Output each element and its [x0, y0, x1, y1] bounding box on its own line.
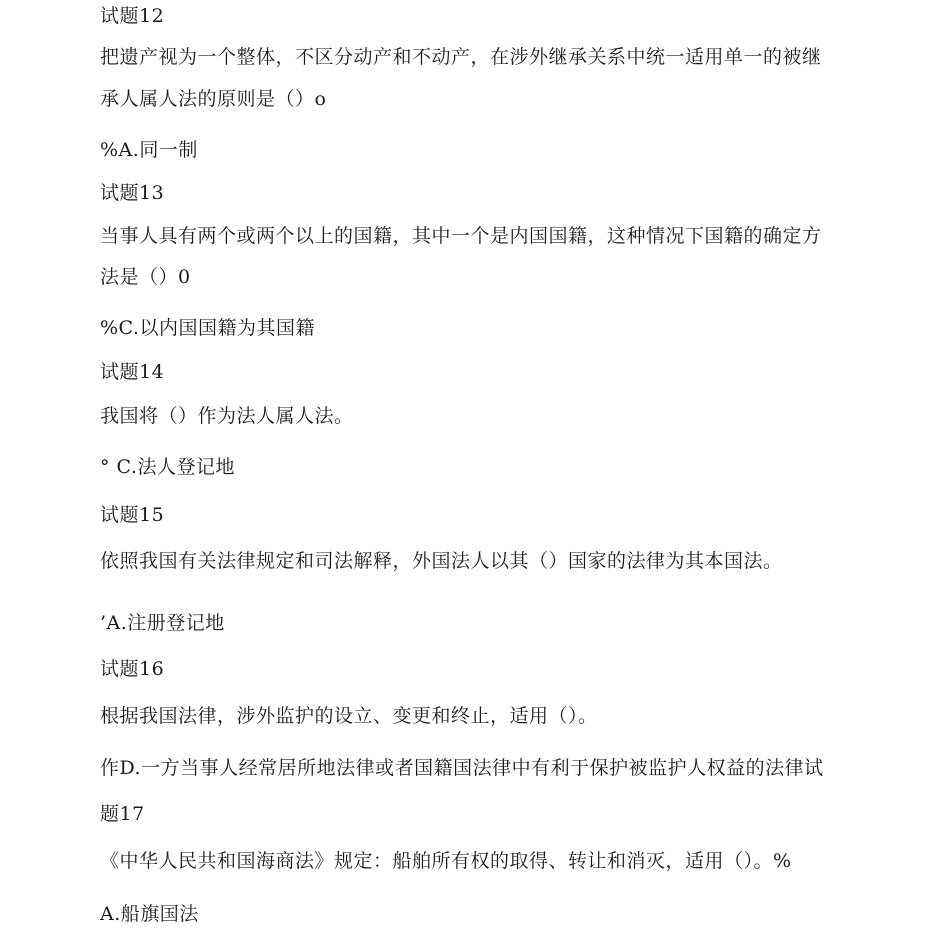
- question-14-answer: ° C.法人登记地: [100, 456, 235, 478]
- question-15-heading: 试题15: [100, 504, 165, 526]
- question-12-text-line-1: 把遗产视为一个整体，不区分动产和不动产，在涉外继承关系中统一适用单一的被继: [100, 46, 822, 68]
- question-12-text-line-2: 承人属人法的原则是（）o: [100, 88, 327, 110]
- question-16-text: 根据我国法律，涉外监护的设立、变更和终止，适用（）。: [100, 705, 598, 727]
- question-14-text: 我国将（）作为法人属人法。: [100, 405, 354, 427]
- question-15-text: 依照我国有关法律规定和司法解释，外国法人以其（）国家的法律为其本国法。: [100, 550, 783, 572]
- question-13-answer: %C.以内国国籍为其国籍: [100, 317, 315, 339]
- question-16-heading: 试题16: [100, 658, 165, 680]
- question-13-heading: 试题13: [100, 182, 165, 204]
- question-17-heading: 题17: [100, 803, 145, 825]
- question-12-heading: 试题12: [100, 5, 165, 27]
- question-12-answer: %A.同一制: [100, 139, 198, 161]
- question-14-heading: 试题14: [100, 361, 165, 383]
- question-17-text: 《中华人民共和国海商法》规定：船舶所有权的取得、转让和消灭，适用（）。%: [100, 850, 792, 872]
- question-17-answer: A.船旗国法: [100, 903, 199, 925]
- question-15-answer: ’A.注册登记地: [100, 612, 225, 634]
- question-13-text-line-2: 法是（）0: [100, 266, 191, 288]
- question-16-answer: 作D.一方当事人经常居所地法律或者国籍国法律中有利于保护被监护人权益的法律试: [100, 757, 824, 779]
- question-13-text-line-1: 当事人具有两个或两个以上的国籍，其中一个是内国国籍，这种情况下国籍的确定方: [100, 225, 822, 247]
